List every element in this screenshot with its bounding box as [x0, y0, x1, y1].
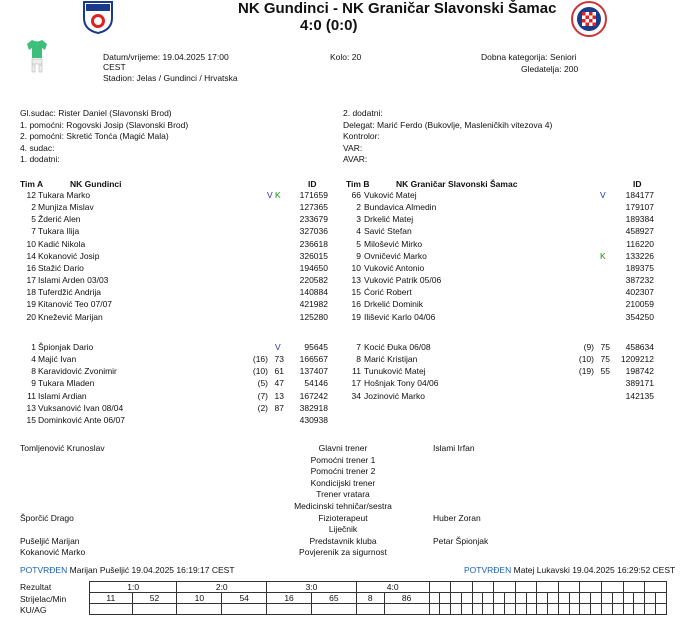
team-b-name: NK Graničar Slavonski Šamac	[396, 179, 518, 189]
sub-id: 1209212	[620, 354, 654, 365]
sub-number: 9	[31, 378, 36, 389]
match-category: Dobna kategorija: Seniori	[481, 52, 577, 62]
sub-number: 8	[356, 354, 361, 365]
player-number: 15	[351, 287, 361, 298]
team-b-id-header: ID	[633, 179, 642, 189]
scorer-number-cell	[429, 593, 440, 604]
scorer-minute-cell	[483, 593, 494, 604]
player-flags	[267, 190, 281, 200]
card-cell	[494, 604, 505, 615]
sub-minute: 75	[600, 354, 610, 365]
sub-name: Dominković Ante 06/07	[38, 414, 125, 425]
player-id: 210059	[625, 299, 654, 310]
player-number: 10	[351, 262, 361, 273]
sub-name: Jozinović Marko	[364, 390, 425, 401]
sub-number: 8	[31, 366, 36, 377]
card-cell	[461, 604, 472, 615]
card-cell	[526, 604, 537, 615]
sub-number: 11	[352, 366, 361, 377]
scorer-minute-cell	[440, 593, 451, 604]
jersey-icon	[26, 38, 48, 74]
scorer-minute-cell	[569, 593, 580, 604]
player-flags	[600, 251, 606, 261]
sub-replaced: (16)	[252, 354, 268, 365]
staff-role: Fizioterapeut	[318, 512, 368, 523]
match-round: Kolo: 20	[330, 52, 362, 62]
official-right-line: VAR:	[343, 142, 363, 153]
staff-role: Glavni trener	[318, 443, 368, 453]
result-score-cell	[494, 582, 516, 593]
result-score-cell	[472, 582, 494, 593]
player-name: Ovničević Marko	[364, 250, 427, 261]
card-cell	[537, 604, 548, 615]
result-score-cell: 2:0	[177, 582, 267, 593]
card-cell	[504, 604, 515, 615]
staff-home-name: Pušeljić Marijan	[20, 535, 80, 546]
scorer-minute-cell	[504, 593, 515, 604]
scorer-minute-cell	[655, 593, 666, 604]
confirm-away-text: Matej Lukavski 19.04.2025 16:29:52 CEST	[513, 565, 676, 575]
official-left-line: 1. pomoćni: Rogovski Josip (Slavonski Brod)	[20, 119, 189, 130]
player-number: 66	[351, 190, 361, 200]
sub-number: 4	[31, 354, 36, 365]
sub-id: 458634	[625, 342, 654, 352]
confirm-away	[464, 565, 675, 575]
sub-number: 13	[26, 402, 36, 413]
sub-name: Marić Kristijan	[364, 354, 418, 365]
sub-id: 166567	[299, 354, 328, 365]
result-score-cell: 4:0	[356, 582, 429, 593]
sub-name: Tukara Mladen	[38, 378, 95, 389]
match-score: 4:0 (0:0)	[300, 17, 358, 34]
sub-minute: 13	[274, 390, 284, 401]
confirm-away-label: POTVRĐEN	[464, 565, 512, 575]
player-name: Bundavica Almedin	[364, 202, 437, 213]
staff-away-name: Petar Špionjak	[433, 535, 489, 546]
card-cell	[451, 604, 462, 615]
team-a-id-header: ID	[308, 179, 317, 189]
card-cell	[429, 604, 440, 615]
sub-minute: 61	[274, 366, 284, 377]
goalkeeper-flag: V	[600, 190, 606, 200]
player-flags	[600, 190, 606, 200]
result-score-cell	[602, 582, 624, 593]
match-stadium: Stadion: Jelas / Gundinci / Hrvatska	[103, 73, 238, 83]
official-left-line: 4. sudac:	[20, 142, 55, 153]
scorer-number-cell	[580, 593, 591, 604]
official-right-line: Kontrolor:	[343, 131, 380, 142]
confirm-home-text: Marijan Pušeljić 19.04.2025 16:19:17 CEST	[69, 565, 235, 575]
player-name: Vuković Patrik 05/06	[364, 275, 442, 286]
player-id: 184177	[625, 190, 654, 200]
player-id: 387232	[625, 275, 654, 286]
player-name: Kitanović Teo 07/07	[38, 299, 113, 310]
card-cell	[558, 604, 569, 615]
sub-name: Vuksanović Ivan 08/04	[38, 402, 124, 413]
staff-home-name: Šporčić Drago	[20, 512, 74, 523]
player-number: 5	[31, 214, 36, 225]
official-left-line: Gl.sudac: Rister Daniel (Slavonski Brod)	[20, 108, 172, 118]
sub-number: 34	[351, 390, 361, 401]
scorer-number-cell: 10	[177, 593, 222, 604]
player-number: 4	[356, 226, 361, 237]
scorer-minute-cell: 52	[132, 593, 177, 604]
result-score-cell	[451, 582, 473, 593]
scorer-minute-cell: 86	[384, 593, 429, 604]
player-id: 421982	[299, 299, 328, 310]
player-number: 20	[26, 311, 36, 322]
player-id: 125280	[299, 311, 328, 322]
goalkeeper-flag: V	[267, 190, 276, 200]
staff-role: Pomoćni trener 1	[310, 454, 376, 465]
staff-home-name: Tomljenović Krunoslav	[20, 443, 105, 453]
card-cell	[591, 604, 602, 615]
player-number: 2	[31, 202, 36, 213]
result-score-cell	[515, 582, 537, 593]
card-cell	[356, 604, 384, 615]
player-number: 16	[26, 262, 36, 273]
away-club-logo	[570, 0, 608, 38]
player-number: 17	[26, 275, 36, 286]
player-id: 233679	[299, 214, 328, 225]
staff-role: Kondicijski trener	[310, 477, 376, 488]
sub-id: 382918	[299, 402, 328, 413]
player-name: Savić Stefan	[364, 226, 412, 237]
staff-role: Povjerenik za sigurnost	[299, 547, 387, 558]
result-score-cell: 1:0	[90, 582, 177, 593]
sub-replaced: (7)	[257, 390, 268, 401]
card-cell	[132, 604, 177, 615]
player-name: Stažić Dario	[38, 262, 84, 273]
player-id: 189384	[625, 214, 654, 225]
sub-name: Hošnjak Tony 04/06	[364, 378, 439, 389]
player-number: 12	[26, 190, 36, 200]
player-id: 236618	[299, 238, 328, 249]
sub-minute: 75	[600, 342, 610, 352]
player-name: Vuković Matej	[364, 190, 417, 200]
sub-id: 54146	[304, 378, 328, 389]
player-id: 458927	[625, 226, 654, 237]
player-name: Vuković Antonio	[364, 262, 425, 273]
player-number: 19	[26, 299, 36, 310]
sub-id: 95645	[304, 342, 328, 352]
match-timezone: CEST	[103, 62, 126, 72]
staff-away-name: Islami Irfan	[433, 443, 475, 453]
sub-number: 1	[31, 342, 36, 352]
official-left-line: 2. pomoćni: Skretić Tonća (Magić Mala)	[20, 131, 169, 142]
card-cell	[548, 604, 559, 615]
match-spectators: Gledatelja: 200	[521, 64, 579, 74]
player-name: Kokanović Josip	[38, 250, 100, 261]
card-cell	[655, 604, 666, 615]
player-number: 18	[26, 287, 36, 298]
results-row	[90, 604, 667, 615]
result-score-cell	[623, 582, 645, 593]
result-score-cell	[645, 582, 667, 593]
official-right-line: 2. dodatni:	[343, 108, 383, 118]
sub-id: 389171	[625, 378, 654, 389]
player-number: 5	[356, 238, 361, 249]
sub-number: 17	[351, 378, 361, 389]
team-b-label: Tim B	[346, 179, 370, 189]
results-row	[90, 593, 667, 604]
player-name: Milošević Mirko	[364, 238, 423, 249]
player-name: Tuferdžić Andrija	[38, 287, 101, 298]
sub-id: 198742	[625, 366, 654, 377]
team-a-label: Tim A	[20, 179, 44, 189]
player-number: 16	[351, 299, 361, 310]
results-label-cards: KU/AG	[20, 605, 47, 615]
staff-role: Trener vratara	[316, 489, 370, 500]
results-table	[89, 581, 667, 615]
official-right-line: AVAR:	[343, 154, 368, 165]
sub-name: Tunuković Matej	[364, 366, 426, 377]
sub-name: Majić Ivan	[38, 354, 77, 365]
sub-name: Kocić Đuka 06/08	[364, 342, 431, 352]
player-id: 133226	[625, 250, 654, 261]
scorer-minute-cell	[461, 593, 472, 604]
staff-home-name: Kokanović Marko	[20, 547, 86, 558]
sub-minute: 47	[274, 378, 284, 389]
player-number: 19	[351, 311, 361, 322]
sub-id: 142135	[625, 390, 654, 401]
player-id: 171659	[299, 190, 328, 200]
captain-flag: K	[275, 190, 281, 200]
player-id: 326015	[299, 250, 328, 261]
result-score-cell	[580, 582, 602, 593]
scorer-number-cell	[602, 593, 613, 604]
card-cell	[384, 604, 429, 615]
confirm-home	[20, 565, 235, 575]
match-datetime: Datum/vrijeme: 19.04.2025 17:00	[103, 52, 229, 62]
player-name: Tukara Marko	[38, 190, 91, 200]
scorer-number-cell	[515, 593, 526, 604]
staff-role: Predstavnik kluba	[309, 535, 377, 546]
staff-role: Pomoćni trener 2	[310, 466, 376, 477]
sub-number: 7	[356, 342, 361, 352]
player-name: Munjiza Mislav	[38, 202, 94, 213]
staff-role: Liječnik	[328, 524, 358, 535]
player-number: 3	[356, 214, 361, 225]
card-cell	[515, 604, 526, 615]
sub-minute: 87	[274, 402, 284, 413]
card-cell	[612, 604, 623, 615]
player-number: 10	[26, 238, 36, 249]
card-cell	[645, 604, 656, 615]
scorer-minute-cell	[591, 593, 602, 604]
card-cell	[634, 604, 645, 615]
player-name: Drkelić Dominik	[364, 299, 424, 310]
player-id: 116220	[626, 238, 654, 249]
player-name: Tukara Ilija	[38, 226, 80, 237]
player-id: 327036	[299, 226, 328, 237]
player-id: 220582	[299, 275, 328, 286]
result-score-cell	[429, 582, 451, 593]
player-number: 7	[31, 226, 36, 237]
results-row	[90, 582, 667, 593]
scorer-number-cell	[451, 593, 462, 604]
player-id: 402307	[625, 287, 654, 298]
card-cell	[472, 604, 483, 615]
scorer-number-cell	[645, 593, 656, 604]
sub-minute: 73	[274, 354, 284, 365]
scorer-number-cell	[537, 593, 548, 604]
scorer-number-cell	[558, 593, 569, 604]
player-name: Ilišević Karlo 04/06	[364, 311, 436, 322]
player-flags	[275, 342, 281, 352]
card-cell	[602, 604, 613, 615]
player-name: Žderić Alen	[38, 214, 81, 225]
scorer-minute-cell	[634, 593, 645, 604]
results-label-scorer: Strijelac/Min	[20, 594, 67, 604]
scorer-minute-cell	[526, 593, 537, 604]
player-id: 127365	[299, 202, 328, 213]
card-cell	[222, 604, 267, 615]
player-number: 2	[356, 202, 361, 213]
card-cell	[311, 604, 356, 615]
card-cell	[569, 604, 580, 615]
sub-replaced: (10)	[252, 366, 268, 377]
sub-replaced: (9)	[583, 342, 594, 352]
player-id: 140884	[299, 287, 328, 298]
player-id: 189375	[625, 262, 654, 273]
scorer-number-cell	[623, 593, 634, 604]
sub-replaced: (10)	[578, 354, 594, 365]
card-cell	[580, 604, 591, 615]
sub-replaced: (2)	[257, 402, 268, 413]
sub-replaced: (19)	[578, 366, 594, 377]
official-left-line: 1. dodatni:	[20, 154, 60, 165]
scorer-number-cell: 16	[267, 593, 312, 604]
player-id: 354250	[625, 311, 654, 322]
results-label-score: Rezultat	[20, 582, 52, 592]
player-name: Ćorić Robert	[364, 287, 412, 298]
result-score-cell	[558, 582, 580, 593]
scorer-number-cell: 8	[356, 593, 384, 604]
sub-id: 430938	[299, 414, 328, 425]
match-title: NK Gundinci - NK Graničar Slavonski Šamac	[238, 0, 557, 17]
official-right-line: Delegat: Marić Ferdo (Bukovlje, Masleničkih vitezova 4)	[343, 119, 553, 130]
sub-number: 15	[26, 414, 36, 425]
scorer-number-cell: 11	[90, 593, 133, 604]
player-name: Knežević Marijan	[38, 311, 103, 322]
sub-replaced: (5)	[257, 378, 268, 389]
scorer-minute-cell: 54	[222, 593, 267, 604]
sub-minute: 55	[600, 366, 610, 377]
player-name: Drkelić Matej	[364, 214, 414, 225]
scorer-minute-cell	[612, 593, 623, 604]
player-number: 14	[26, 250, 36, 261]
staff-role: Medicinski tehničar/sestra	[294, 501, 392, 511]
player-id: 194650	[299, 262, 328, 273]
card-cell	[90, 604, 133, 615]
player-number: 9	[356, 250, 361, 261]
sub-name: Islami Ardian	[38, 390, 87, 401]
player-id: 179107	[625, 202, 654, 213]
card-cell	[623, 604, 634, 615]
sub-name: Špionjak Dario	[38, 342, 94, 352]
card-cell	[483, 604, 494, 615]
goalkeeper-flag: V	[275, 342, 281, 352]
result-score-cell: 3:0	[267, 582, 357, 593]
result-score-cell	[537, 582, 559, 593]
confirm-home-label: POTVRĐEN	[20, 565, 68, 575]
team-a-name: NK Gundinci	[70, 179, 122, 189]
staff-away-name: Huber Zoran	[433, 512, 481, 523]
card-cell	[177, 604, 222, 615]
scorer-number-cell	[472, 593, 483, 604]
player-name: Islami Arden 03/03	[38, 275, 109, 286]
captain-flag: K	[600, 250, 606, 261]
player-number: 13	[351, 275, 361, 286]
card-cell	[267, 604, 312, 615]
sub-id: 167242	[299, 390, 328, 401]
sub-number: 11	[27, 390, 36, 401]
sub-id: 137407	[299, 366, 328, 377]
scorer-minute-cell: 65	[311, 593, 356, 604]
scorer-minute-cell	[548, 593, 559, 604]
card-cell	[440, 604, 451, 615]
sub-name: Karavidović Zvonimir	[38, 366, 117, 377]
player-name: Kadić Nikola	[38, 238, 86, 249]
home-club-logo	[82, 0, 114, 34]
scorer-number-cell	[494, 593, 505, 604]
